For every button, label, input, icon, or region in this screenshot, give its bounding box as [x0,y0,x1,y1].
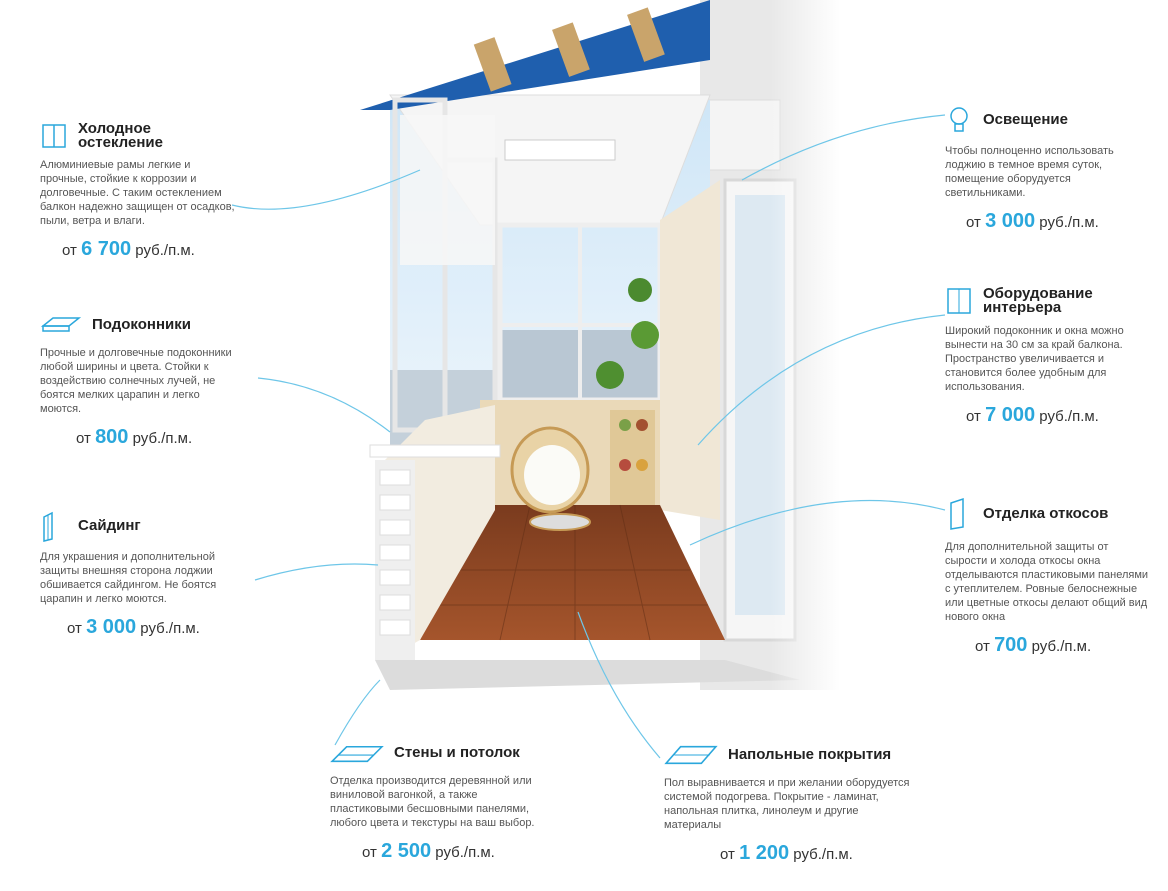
feature-cold-glazing [40,122,240,261]
price-unit: руб./п.м. [1031,638,1092,655]
feature-title: Оборудование интерьера [983,285,1093,316]
price-unit: руб./п.м. [793,846,853,863]
price-unit: руб./п.м. [1039,408,1099,425]
price-unit: руб./п.м. [140,620,200,637]
feature-description: Отделка производится деревянной или виниловой вагонкой, а также пластиковыми бесшовными панелями, любого цвета и текстуры на ваш выбор. [330,775,535,829]
feature-title: Холодное остекление [78,120,163,151]
connector-slopes [690,501,945,545]
price-prefix: от [966,408,981,425]
connector-walls [335,680,380,745]
siding-panel-icon [40,510,68,542]
feature-title: Напольные покрытия [728,746,892,763]
feature-description: Пол выравнивается и при желании оборудуется системой подогрева. Покрытие - ламинат, напольная плитка, линолеум и другие материалы [664,777,910,831]
price-value: 800 [95,426,129,448]
feature-title: Стены и потолок [394,744,520,761]
feature-price [966,404,1145,427]
price-value: 2 500 [381,840,432,862]
feature-title: Освещение [983,111,1068,128]
connector-sills [258,378,390,432]
feature-title: Подоконники [92,316,191,333]
price-prefix: от [62,242,77,259]
price-value: 7 000 [985,404,1036,426]
price-value: 6 700 [81,238,132,260]
wall-panels-icon [330,740,384,766]
connector-cold-glazing [232,170,420,209]
light-bulb-icon [945,104,973,136]
feature-description: Прочные и долговечные подоконники любой ширины и цвета. Стойки к воздействию солнечных лучей, не боятся мелких царапин и легко моются. [40,347,232,415]
feature-title: Отделка откосов [983,505,1109,522]
price-value: 1 200 [739,842,790,864]
feature-price [67,616,240,639]
feature-price [720,842,924,865]
feature-description: Чтобы полноценно использовать лоджию в темное время суток, помещение оборудуется светильниками. [945,145,1114,199]
slope-panel-icon [945,496,973,532]
price-unit: руб./п.м. [435,844,495,861]
feature-siding [40,510,240,639]
cabinet-icon [945,286,973,316]
price-prefix: от [362,844,377,861]
price-prefix: от [975,638,990,655]
feature-floor [664,742,924,865]
window-sill-icon [40,312,82,338]
feature-price [76,426,240,449]
feature-lighting [945,104,1145,233]
feature-price [62,238,240,261]
window-frame-icon [40,123,68,149]
feature-sills [40,312,240,449]
feature-price [975,634,1150,657]
feature-walls [330,740,545,863]
feature-description: Алюминиевые рамы легкие и прочные, стойкие к коррозии и долговечные. С таким остеклением балкон надежно защищен от осадков, пыли, ветра и влаги. [40,159,235,227]
feature-description: Широкий подоконник и окна можно вынести на 30 см за край балкона. Пространство увеличивается и становится более удобным для использования. [945,325,1124,393]
feature-price [966,210,1145,233]
connector-siding [255,564,378,580]
connector-floor [578,612,660,758]
price-unit: руб./п.м. [135,242,195,259]
price-unit: руб./п.м. [132,430,193,447]
price-value: 700 [994,634,1028,656]
feature-slopes [945,496,1150,657]
feature-interior [945,286,1145,427]
price-prefix: от [76,430,91,447]
feature-title: Сайдинг [78,517,141,534]
price-prefix: от [720,846,735,863]
price-unit: руб./п.м. [1039,214,1099,231]
price-value: 3 000 [985,210,1036,232]
price-prefix: от [67,620,82,637]
price-prefix: от [966,214,981,231]
floor-boards-icon [664,742,718,768]
price-value: 3 000 [86,616,137,638]
feature-description: Для украшения и дополнительной защиты внешняя сторона лоджии обшивается сайдингом. Не боятся царапин и легко моются. [40,551,217,605]
connector-interior [698,315,945,445]
feature-description: Для дополнительной защиты от сырости и холода откосы окна отделываются пластиковыми панелями с утеплителем. Ровные белоснежные или цветные откосы делают общий вид нового окна [945,541,1149,623]
connector-lighting [742,115,945,180]
feature-price [362,840,545,863]
